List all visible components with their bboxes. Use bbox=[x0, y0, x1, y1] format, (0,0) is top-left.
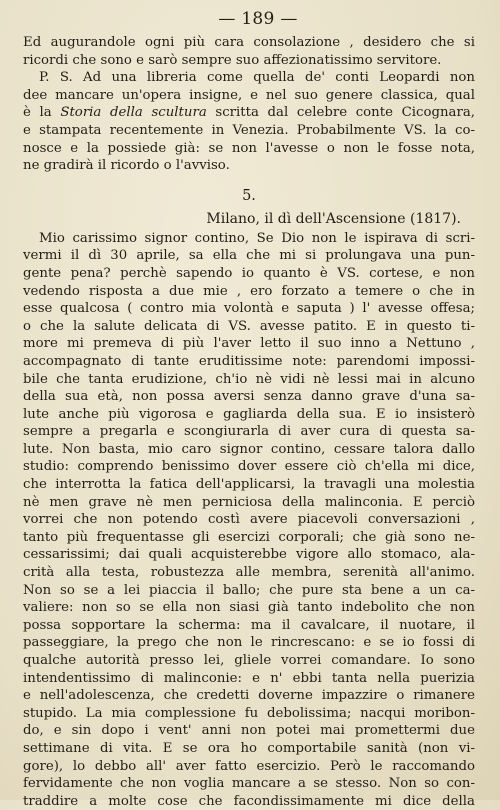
text-line: ne gradirà il ricordo o l'avviso. bbox=[23, 158, 230, 174]
text-line: nosce e la possiede già: se non l'avesse o non le fosse nota, bbox=[23, 140, 475, 156]
text-line: possa sopportare la scherma: ma il cavalcare, il nuotare, il bbox=[23, 617, 475, 633]
book-title: Storia della scultura bbox=[60, 105, 207, 121]
text-line: tanto più frequentasse gli esercizi corporali; che già sono ne- bbox=[23, 529, 475, 545]
text-fragment: è la bbox=[23, 105, 61, 121]
text-line: gente pena? perchè sapendo io quanto è VS. cortese, e non bbox=[23, 265, 475, 281]
text-line: intendentissimo di malinconie: e n' ebbi tanta nella puerizia bbox=[23, 670, 475, 686]
letter-number: 5. bbox=[242, 187, 256, 204]
text-line: studio: comprendo benissimo dover essere ciò ch'ella mi dice, bbox=[23, 459, 475, 475]
text-line: settimane di vita. E se ora ho comportabile sanità (non vi- bbox=[23, 740, 475, 756]
letter-body bbox=[23, 230, 475, 810]
text-line: nè men grave nè men perniciosa della malinconia. E perciò bbox=[23, 494, 475, 510]
text-line: lute anche più vigorosa e gagliarda della sua. E io insisterò bbox=[23, 406, 475, 422]
text-line: accompagnato di tante eruditissime note: parendomi impossi- bbox=[23, 353, 475, 369]
text-line: e nell'adolescenza, che credetti doverne impazzire o rimanere bbox=[23, 688, 475, 704]
text-line: vedendo risposta a due mie , ero forzato a temere o che in bbox=[23, 283, 475, 299]
text-line: Ed augurandole ogni più cara consolazione , desidero che si bbox=[23, 35, 475, 50]
text-line: che interrotta la fatica dell'applicarsi, la travagli una molestia bbox=[23, 477, 475, 493]
closing-paragraph bbox=[23, 34, 475, 69]
text-line: stupido. La mia complessione fu debolissima; nacqui moribon- bbox=[23, 705, 475, 721]
text-line bbox=[23, 104, 475, 122]
text-line: vermi il dì 30 aprile, sa ella che mi si prolungava una pun- bbox=[23, 248, 475, 264]
text-line: P. S. Ad una libreria come quella de' conti Leopardi non bbox=[39, 70, 475, 86]
text-line: traddire a molte cose che facondissimamente mi dice della bbox=[23, 793, 475, 809]
text-line: passeggiare, la prego che non le rincrescano: e se io fossi di bbox=[23, 635, 475, 651]
text-line: esse qualcosa ( contro mia volontà e saputa ) l' avesse offesa; bbox=[23, 301, 475, 317]
text-line: qualche autorità presso lei, gliele vorrei comandare. Io sono bbox=[23, 653, 475, 668]
text-line: fervidamente che non voglia mancare a se stesso. Non so con- bbox=[23, 776, 475, 792]
text-line: sempre a pregarla e scongiurarla di aver cura di questa sa- bbox=[23, 424, 475, 440]
text-line: della sua età, non possa aversi senza danno grave d'una sa- bbox=[23, 389, 475, 405]
text-line: cessarissimi; dai quali acquisterebbe vigore allo stomaco, ala- bbox=[23, 547, 475, 563]
text-line: gore), lo debbo all' aver fatto esercizio. Però le raccomando bbox=[23, 758, 475, 774]
text-line: do, e sin dopo i vent' anni non potei mai promettermi due bbox=[23, 723, 475, 739]
text-line: valiere: non so se ella non siasi già tanto indebolito che non bbox=[23, 600, 475, 616]
text-line: o che la salute delicata di VS. avesse patito. E in questo ti- bbox=[23, 318, 475, 334]
text-line: lute. Non basta, mio caro signor contino, cessare talora dallo bbox=[23, 441, 475, 457]
letter-dateline: Milano, il dì dell'Ascensione (1817). bbox=[206, 210, 461, 227]
text-line: more mi premeva di più l'aver letto il suo inno a Nettuno , bbox=[23, 336, 475, 352]
text-line: ricordi che sono e sarò sempre suo affezionatissimo servitore. bbox=[23, 52, 442, 68]
postscript-paragraph bbox=[23, 69, 475, 175]
book-page bbox=[23, 8, 475, 809]
text-line: crità alla testa, robustezza alle membra, serenità all'animo. bbox=[23, 565, 475, 581]
text-line: bile che tanta erudizione, ch'io nè vidi nè lessi mai in alcuno bbox=[23, 371, 475, 387]
text-line: e stampata recentemente in Venezia. Probabilmente VS. la co- bbox=[23, 122, 475, 138]
page-number: — 189 — bbox=[218, 9, 298, 29]
text-line: dee mancare un'opera insigne, e nel suo genere classica, qual bbox=[23, 87, 475, 103]
text-line: Non so se a lei piaccia il ballo; che pure sta bene a un ca- bbox=[23, 582, 475, 598]
text-line: Mio carissimo signor contino, Se Dio non le ispirava di scri- bbox=[39, 230, 475, 246]
text-fragment: scritta dal celebre conte Cicognara, bbox=[206, 105, 475, 121]
text-line: vorrei che non potendo costì avere piacevoli conversazioni , bbox=[23, 512, 475, 528]
